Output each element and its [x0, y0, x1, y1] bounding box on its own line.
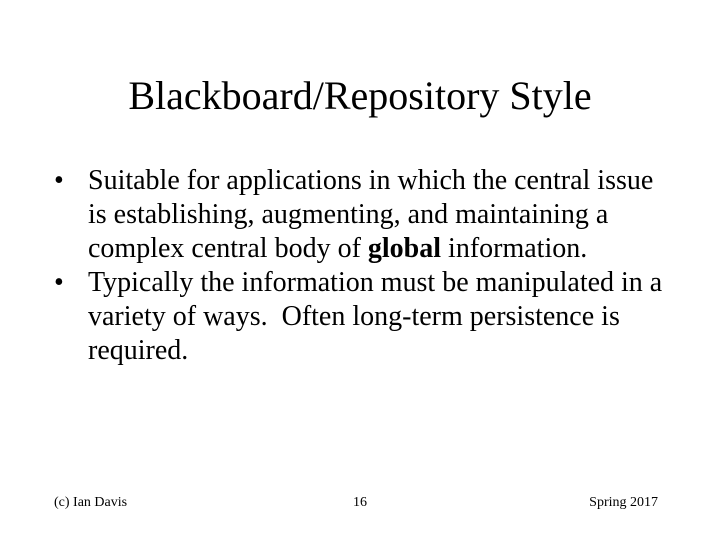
- bullet-emphasis-global: global: [367, 233, 442, 264]
- footer-term: Spring 2017: [589, 495, 658, 510]
- bullet-item-suitable: [54, 164, 674, 266]
- slide-title: Blackboard/Repository Style: [128, 73, 592, 118]
- bullet-item-typically: [54, 266, 674, 368]
- bullet-text: Typically the information must be manipulated in a variety of ways. Often long-term persistence is required.: [88, 267, 670, 366]
- bullet-icon: •: [54, 267, 64, 298]
- bullet-list: [54, 164, 674, 368]
- bullet-icon: •: [54, 165, 64, 196]
- bullet-text-before: Suitable for applications in which the central issue is establishing, augmenting, and maintaining a complex central body of: [88, 165, 654, 264]
- footer-page-number: 16: [353, 495, 367, 510]
- footer-author: (c) Ian Davis: [54, 495, 128, 510]
- bullet-text-after: information.: [441, 233, 588, 264]
